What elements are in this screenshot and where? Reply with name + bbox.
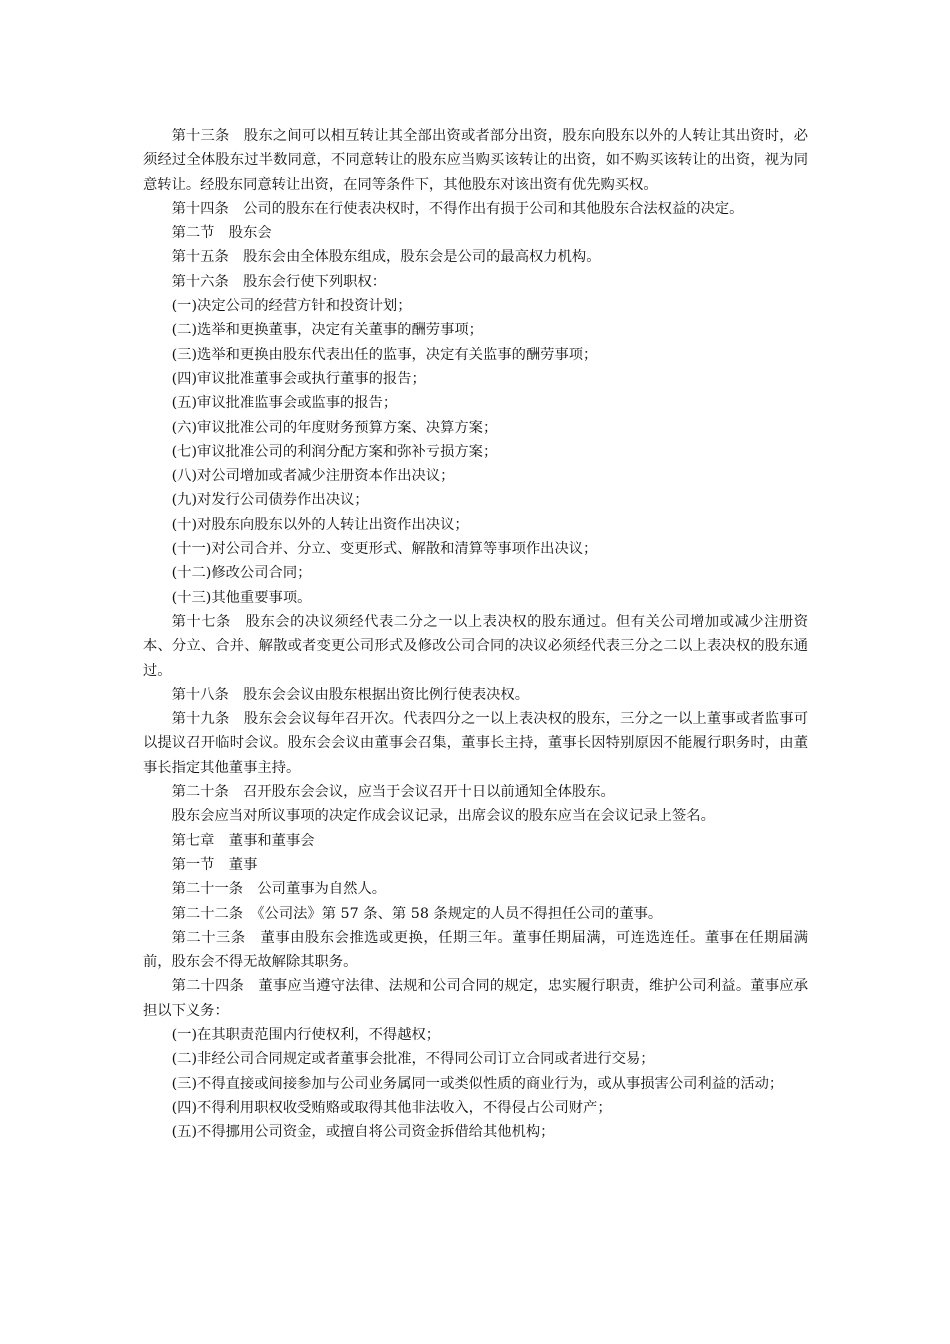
article-19: 第十九条 股东会会议每年召开次。代表四分之一以上表决权的股东，三分之一以上董事或者监事可以提议召开临时会议。股东会会议由董事会召集，董事长主持，董事长因特别原因不能履行职务时，由董事长指定其他董事主持。 — [143, 711, 808, 776]
article-17: 第十七条 股东会的决议须经代表二分之一以上表决权的股东通过。但有关公司增加或减少注册资本、分立、合并、解散或者变更公司形式及修改公司合同的决议必须经代表三分之二以上表决权的股东通过。 — [143, 613, 808, 679]
list-item: (五)审议批准监事会或监事的报告； — [171, 395, 398, 412]
article-16: 第十六条 股东会行使下列职权： — [171, 273, 387, 290]
section-heading-directors: 第一节 董事 — [171, 856, 258, 873]
list-item: (三)不得直接或间接参加与公司业务属同一或类似性质的商业行为，或从事损害公司利益的活动； — [171, 1075, 784, 1092]
list-item: (二)选举和更换董事，决定有关董事的酬劳事项； — [171, 322, 483, 339]
article-14: 第十四条 公司的股东在行使表决权时，不得作出有损于公司和其他股东合法权益的决定。 — [171, 200, 744, 217]
article-23: 第二十三条 董事由股东会推选或更换，任期三年。董事任期届满，可连选连任。董事在任期届满前，股东会不得无故解除其职务。 — [143, 929, 808, 971]
list-item: (十二)修改公司合同； — [171, 565, 312, 582]
section-heading-shareholders-meeting: 第二节 股东会 — [171, 225, 272, 242]
list-item: (八)对公司增加或者减少注册资本作出决议； — [171, 468, 455, 485]
list-item: (四)审议批准董事会或执行董事的报告； — [171, 370, 426, 387]
list-item: (七)审议批准公司的利润分配方案和弥补亏损方案； — [171, 443, 498, 460]
document-page — [143, 124, 808, 1144]
article-20-paragraph-2: 股东会应当对所议事项的决定作成会议记录，出席会议的股东应当在会议记录上签名。 — [171, 808, 715, 825]
article-18: 第十八条 股东会会议由股东根据出资比例行使表决权。 — [171, 686, 530, 703]
list-item: (九)对发行公司债券作出决议； — [171, 492, 369, 509]
list-item: (三)选举和更换由股东代表出任的监事，决定有关监事的酬劳事项； — [171, 346, 598, 363]
article-22: 第二十二条 《公司法》第 57 条、第 58 条规定的人员不得担任公司的董事。 — [171, 905, 663, 922]
list-item: (五)不得挪用公司资金，或擅自将公司资金拆借给其他机构； — [171, 1124, 555, 1141]
chapter-heading-directors: 第七章 董事和董事会 — [171, 832, 315, 849]
article-21: 第二十一条 公司董事为自然人。 — [171, 881, 387, 898]
list-item: (一)决定公司的经营方针和投资计划； — [171, 298, 412, 315]
list-item: (十)对股东向股东以外的人转让出资作出决议； — [171, 516, 469, 533]
list-item: (二)非经公司合同规定或者董事会批准，不得同公司订立合同或者进行交易； — [171, 1051, 655, 1068]
list-item: (一)在其职责范围内行使权利，不得越权； — [171, 1026, 441, 1043]
article-13: 第十三条 股东之间可以相互转让其全部出资或者部分出资，股东向股东以外的人转让其出资时，必须经过全体股东过半数同意，不同意转让的股东应当购买该转让的出资，如不购买该转让的出资，视为同意转让。经股东同意转让出资，在同等条件下，其他股东对该出资有优先购买权。 — [143, 128, 808, 193]
list-item: (六)审议批准公司的年度财务预算方案、决算方案； — [171, 419, 498, 436]
article-15: 第十五条 股东会由全体股东组成，股东会是公司的最高权力机构。 — [171, 249, 601, 266]
list-item: (十一)对公司合并、分立、变更形式、解散和清算等事项作出决议； — [171, 541, 598, 558]
list-item: (十三)其他重要事项。 — [171, 589, 312, 606]
list-item: (四)不得利用职权收受贿赂或取得其他非法收入，不得侵占公司财产； — [171, 1099, 612, 1116]
article-20: 第二十条 召开股东会会议，应当于会议召开十日以前通知全体股东。 — [171, 784, 615, 801]
article-24: 第二十四条 董事应当遵守法律、法规和公司合同的规定，忠实履行职责，维护公司利益。董事应承担以下义务： — [143, 978, 808, 1019]
